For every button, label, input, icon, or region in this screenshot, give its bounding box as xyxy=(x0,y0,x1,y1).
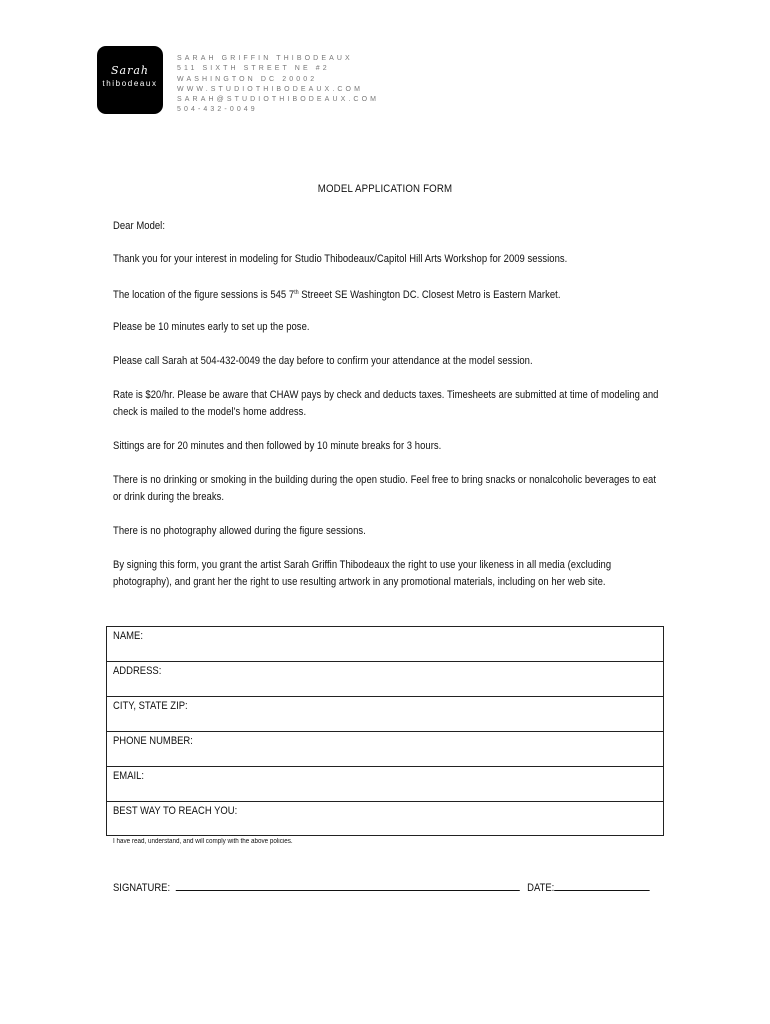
contact-city: WASHINGTON DC 20002 xyxy=(177,75,318,83)
address-field[interactable] xyxy=(107,662,663,697)
signature-line[interactable] xyxy=(176,878,520,891)
best-way-label: BEST WAY TO REACH YOU: xyxy=(113,805,238,817)
agreement-statement: I have read, understand, and will comply with the above policies. xyxy=(113,838,293,845)
signature-label: SIGNATURE: xyxy=(113,882,171,894)
location-text-1: The location of the figure sessions is 545 7 xyxy=(113,289,295,301)
logo-script: Sarah xyxy=(111,64,149,77)
paragraph-call: Please call Sarah at 504-432-0049 the day before to confirm your attendance at the model session. xyxy=(113,355,533,367)
phone-field[interactable] xyxy=(107,732,663,767)
greeting: Dear Model: xyxy=(113,220,166,232)
location-text-2: Streeet SE Washington DC. Closest Metro is Eastern Market. xyxy=(298,289,561,301)
contact-street: 511 SIXTH STREET NE #2 xyxy=(177,65,330,73)
signature-row xyxy=(113,878,650,894)
paragraph-no-photography: There is no photography allowed during the figure sessions. xyxy=(113,525,366,537)
contact-phone: 504-432-0049 xyxy=(177,106,258,114)
studio-logo xyxy=(97,46,163,114)
paragraph-rights: By signing this form, you grant the artist Sarah Griffin Thibodeaux the right to use your likeness in all media (excluding photography), and grant her the right to use resulting artwork in any promotional materials, including on her web site. xyxy=(113,559,612,588)
email-field[interactable] xyxy=(107,767,663,802)
paragraph-location xyxy=(113,285,663,304)
paragraph-early: Please be 10 minutes early to set up the pose. xyxy=(113,321,310,333)
paragraph-interest: Thank you for your interest in modeling for Studio Thibodeaux/Capitol Hill Arts Workshop for 2009 sessions. xyxy=(113,253,568,265)
address-label: ADDRESS: xyxy=(113,665,162,677)
paragraph-rate: Rate is $20/hr. Please be aware that CHAW pays by check and deducts taxes. Timesheets are submitted at time of modeling and check is mailed to the model’s home address. xyxy=(113,389,659,418)
name-field[interactable] xyxy=(107,627,663,662)
applicant-info-table xyxy=(106,626,664,836)
name-label: NAME: xyxy=(113,630,143,642)
logo-wordmark: thibodeaux xyxy=(102,79,158,88)
contact-email: SARAH@STUDIOTHIBODEAUX.COM xyxy=(177,96,380,104)
paragraph-sittings: Sittings are for 20 minutes and then followed by 10 minute breaks for 3 hours. xyxy=(113,440,442,452)
date-line[interactable] xyxy=(554,878,649,891)
contact-name: SARAH GRIFFIN THIBODEAUX xyxy=(177,55,353,62)
best-way-field[interactable] xyxy=(107,802,663,835)
form-title: MODEL APPLICATION FORM xyxy=(317,183,453,195)
city-state-zip-field[interactable] xyxy=(107,697,663,732)
phone-label: PHONE NUMBER: xyxy=(113,735,193,747)
paragraph-no-smoking: There is no drinking or smoking in the building during the open studio. Feel free to bring snacks or nonalcoholic beverages to eat or drink during the breaks. xyxy=(113,474,657,503)
location-superscript: th xyxy=(294,290,299,296)
contact-website: WWW.STUDIOTHIBODEAUX.COM xyxy=(177,85,364,93)
city-state-zip-label: CITY, STATE ZIP: xyxy=(113,700,188,712)
date-label: DATE: xyxy=(527,882,555,894)
email-label: EMAIL: xyxy=(113,770,145,782)
contact-block xyxy=(177,54,379,116)
